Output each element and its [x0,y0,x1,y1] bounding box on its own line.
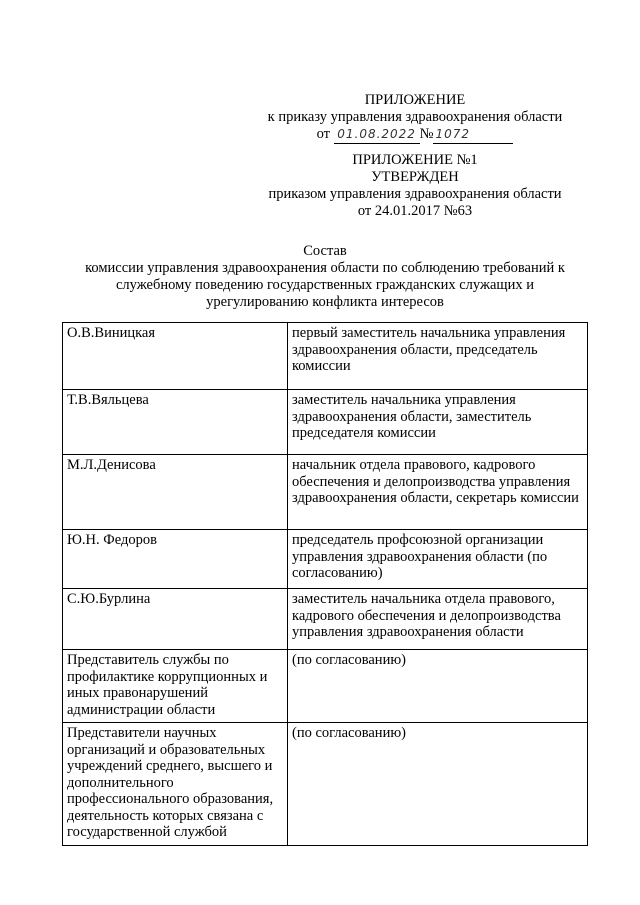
table-row [63,650,588,723]
member-role: заместитель начальника отдела правового, кадрового обеспечения и делопроизводства управления здравоохранения области [288,589,588,650]
table-row [63,390,588,455]
member-role: (по согласованию) [288,650,588,723]
annex-heading: ПРИЛОЖЕНИЕ [364,92,466,108]
annex-date-number-line [240,126,590,144]
approved-label: УТВЕРЖДЕН [371,169,459,185]
annex-header [240,92,590,144]
member-name: Т.В.Вяльцева [63,390,288,455]
table-row [63,530,588,589]
member-role: заместитель начальника управления здравоохранения области, заместитель председателя комиссии [288,390,588,455]
member-role: (по согласованию) [288,723,588,846]
handwritten-date: 01.08.2022 [334,126,420,144]
from-label: от [316,126,330,142]
member-role: первый заместитель начальника управления здравоохранения области, председатель комиссии [288,323,588,390]
annex-one-header [240,152,590,220]
table-row [63,455,588,530]
annex-one-heading: ПРИЛОЖЕНИЕ №1 [352,152,478,168]
title-line-1: Состав [303,243,347,259]
member-name: С.Ю.Бурлина [63,589,288,650]
annex-order-text: к приказу управления здравоохранения области [267,109,563,125]
commission-members-table [62,322,588,846]
member-role: начальник отдела правового, кадрового обеспечения и делопроизводства управления здравоохранения области, секретарь комиссии [288,455,588,530]
member-name: Ю.Н. Федоров [63,530,288,589]
approved-date-number: от 24.01.2017 №63 [357,203,473,219]
table-row [63,323,588,390]
approved-by-order: приказом управления здравоохранения области [268,186,562,202]
number-sign: № [419,126,434,142]
member-name: Представитель службы по профилактике коррупционных и иных правонарушений администрации области [63,650,288,723]
member-name: М.Л.Денисова [63,455,288,530]
member-name: Представители научных организаций и образовательных учреждений среднего, высшего и дополнительного профессионального образования, деятельность которых связана с государственной службой [63,723,288,846]
table-row [63,589,588,650]
handwritten-number: 1072 [433,126,513,144]
title-line-2: комиссии управления здравоохранения области по соблюдению требований к [85,260,565,276]
title-line-3: служебному поведению государственных гражданских служащих и [116,277,534,293]
member-role: председатель профсоюзной организации управления здравоохранения области (по согласованию) [288,530,588,589]
title-line-4: урегулированию конфликта интересов [206,294,444,310]
table-row [63,723,588,846]
document-title [62,243,588,311]
member-name: О.В.Виницкая [63,323,288,390]
